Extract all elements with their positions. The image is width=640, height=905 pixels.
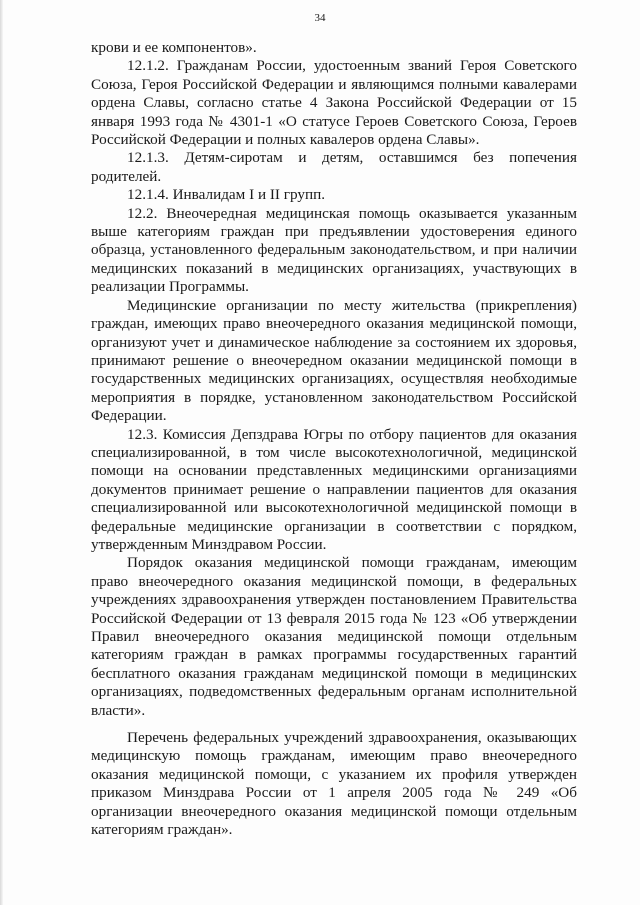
paragraph-12-1-3: 12.1.3. Детям-сиротам и детям, оставшимся без попечения родителей. <box>91 149 577 185</box>
scan-edge-shadow <box>0 0 3 905</box>
paragraph-12-1-4: 12.1.4. Инвалидам I и II групп. <box>127 186 326 204</box>
paragraph-procedure: Порядок оказания медицинской помощи гражданам, имеющим право внеочередного оказания медицинской помощи, в федеральных учреждениях здравоохранения утвержден постановлением Правительства Российской Федерации от 13 февраля 2015 года № 123 «Об утверждении Правил внеочередного оказания медицинской помощи отдельным категориям граждан в рамках программы государственных гарантий бесплатного оказания гражданам медицинской помощи в медицинских организациях, подведомственных федеральным органам исполнительной власти». <box>91 554 577 719</box>
paragraph-medical-organizations: Медицинские организации по месту жительства (прикрепления) граждан, имеющих право внеочередного оказания медицинской помощи, организуют учет и динамическое наблюдение за состоянием их здоровья, принимают решение о внеочередном оказании медицинской помощи в государственных медицинских организациях, осуществляя необходимые мероприятия в порядке, установленном законодательством Российской Федерации. <box>91 296 577 425</box>
paragraph-12-3: 12.3. Комиссия Депздрава Югры по отбору пациентов для оказания специализированной, в том числе высокотехнологичной, медицинской помощи на основании представленных медицинскими организациями документов принимает решение о направлении пациентов для оказания специализированной или высокотехнологичной медицинской помощи в федеральные медицинские организации в соответствии с порядком, утвержденным Минздравом России. <box>91 425 577 553</box>
paragraph-12-1-2: 12.1.2. Гражданам России, удостоенным званий Героя Советского Союза, Героя Российской Федерации и являющимся полными кавалерами ордена Славы, согласно статье 4 Закона Российской Федерации от 15 января 1993 года № 4301-1 «О статусе Героев Советского Союза, Героев Российской Федерации и полных кавалеров ордена Славы». <box>91 57 577 149</box>
page-number: 34 <box>314 12 326 24</box>
paragraph-12-2: 12.2. Внеочередная медицинская помощь оказывается указанным выше категориям граждан при предъявлении удостоверения единого образца, установленного федеральным законодательством, и при наличии медицинских показаний в медицинских организациях, участвующих в реализации Программы. <box>91 204 577 296</box>
document-body <box>91 39 577 839</box>
paragraph-continuation: крови и ее компонентов». <box>91 39 257 56</box>
paragraph-federal-list: Перечень федеральных учреждений здравоохранения, оказывающих медицинскую помощь гражданам, имеющим право внеочередного оказания медицинской помощи, с указанием их профиля утвержден приказом Минздрава России от 1 апреля 2005 года № 249 «Об организации внеочередного оказания медицинской помощи отдельным категориям граждан». <box>91 729 577 839</box>
